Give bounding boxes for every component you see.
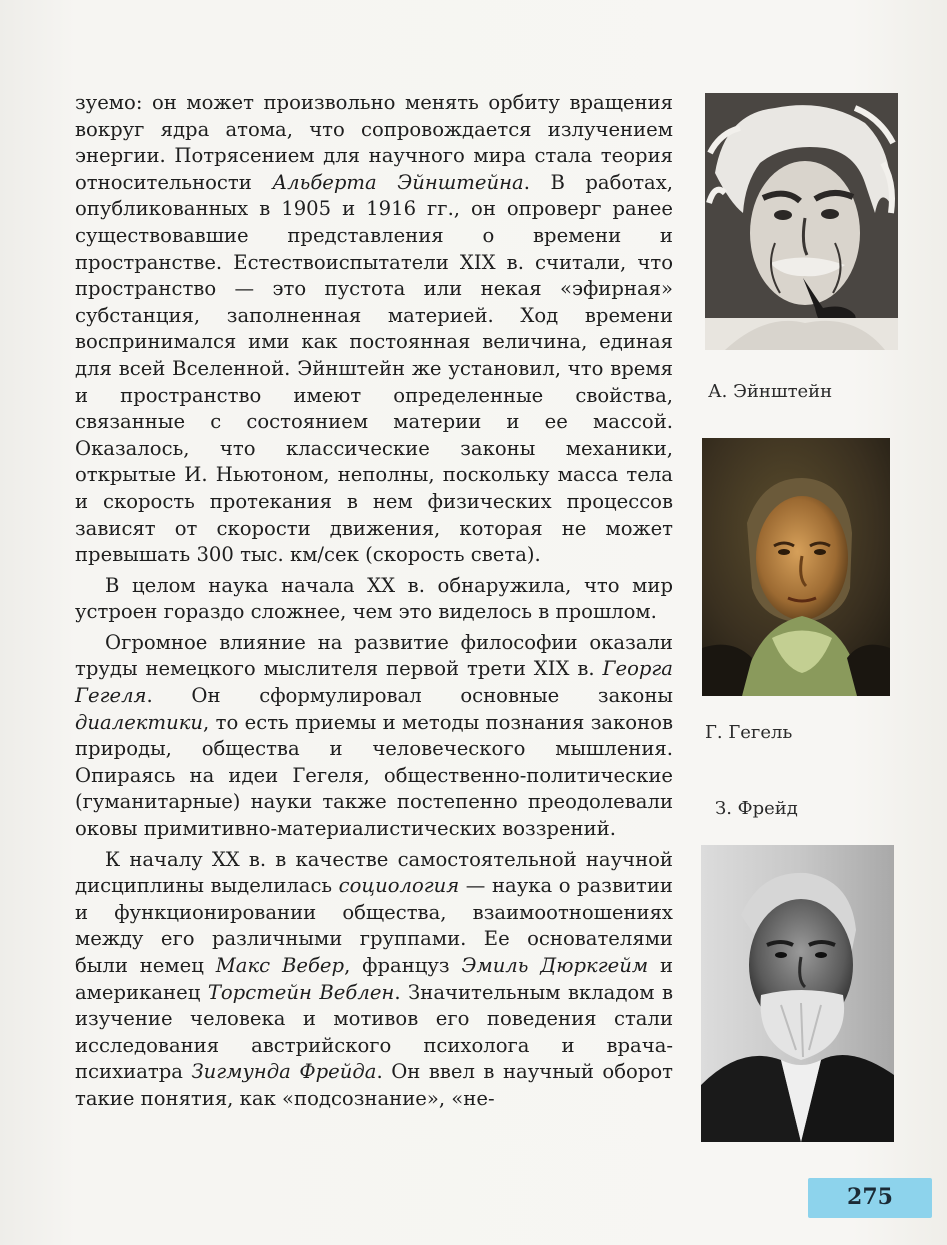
text-span: . Он ввел в научный оборот такие понятия, как «подсознание», «не- bbox=[75, 1060, 673, 1110]
text-span: . В работах, опубликованных в 1905 и 1916 гг., он опроверг ранее существовавшие представления о времени и пространстве. Естествоиспытатели XIX в. считали, что пространство — это пустота или некая «эфирная» субстанция, заполненная материей. Ход времени воспринимался ими как постоянная величина, единая для всей Вселенной. Эйнштейн же установил, что время и пространство имеют определенные свойства, связанные с состоянием материи и ее массой. Оказалось, что классические законы механики, открытые И. Ньютоном, неполны, поскольку масса тела и скорость протекания в нем физических процессов зависят от скорости движения, которая не может превышать 300 тыс. км/сек (скорость света). bbox=[75, 170, 673, 567]
text-span: , француз bbox=[344, 954, 462, 977]
name-durkheim: Эмиль Дюркгейм bbox=[461, 954, 649, 977]
term-sociology: социология bbox=[338, 874, 460, 898]
body-text bbox=[75, 90, 673, 1113]
text-span: — наука о развитии и функционировании общества, взаимоотношениях между его различными группами. Ее основателями были немец bbox=[75, 874, 673, 977]
page-number-badge bbox=[808, 1178, 932, 1218]
text-span: Огромное влияние на развитие философии оказали труды немецкого мыслителя первой трети XIX в. bbox=[75, 630, 673, 681]
text-span: . Он сформулировал основные законы bbox=[146, 684, 673, 708]
term-dialectics: диалектики bbox=[75, 710, 204, 734]
text-span: зуемо: он может произвольно менять орбиту вращения вокруг ядра атома, что сопровождается излучением энергии. Потрясением для научного мира стала теория относительности bbox=[75, 91, 673, 194]
hegel-portrait-icon bbox=[702, 438, 890, 696]
paragraph-science-summary: В целом наука начала XX в. обнаружила, что мир устроен гораздо сложнее, чем это виделось в прошлом. bbox=[75, 573, 673, 624]
einstein-portrait-icon bbox=[705, 93, 898, 350]
text-span: , то есть приемы и методы познания законов природы, общества и человеческого мышления. Опираясь на идеи Гегеля, общественно-политические (гуманитарные) науки также постепенно преодолевали оковы примитивно-материалистических воззрений. bbox=[75, 710, 673, 841]
text-span: и американец bbox=[75, 954, 674, 1004]
paragraph-hegel bbox=[75, 630, 673, 843]
name-hegel: Георга Гегеля bbox=[75, 657, 673, 708]
caption-hegel: Г. Гегель bbox=[705, 722, 793, 743]
name-freud: Зигмунда Фрейда bbox=[191, 1060, 377, 1084]
page-number: 275 bbox=[847, 1184, 893, 1210]
text-span: К началу XX в. в качестве самостоятельной научной дисциплины выделилась bbox=[75, 847, 673, 898]
paragraph-sociology bbox=[75, 847, 673, 1113]
name-weber: Макс Вебер bbox=[215, 954, 345, 977]
paragraph-einstein bbox=[75, 90, 673, 569]
text-span: . Значительным вкладом в изучение человека и мотивов его поведения стали исследования австрийского психолога и врача-психиатра bbox=[75, 980, 674, 1084]
freud-portrait-icon bbox=[701, 845, 894, 1142]
caption-einstein: А. Эйнштейн bbox=[708, 381, 833, 402]
caption-freud: З. Фрейд bbox=[715, 798, 798, 819]
name-einstein: Альберта Эйнштейна bbox=[272, 170, 524, 194]
name-veblen: Торстейн Веблен bbox=[207, 980, 395, 1004]
